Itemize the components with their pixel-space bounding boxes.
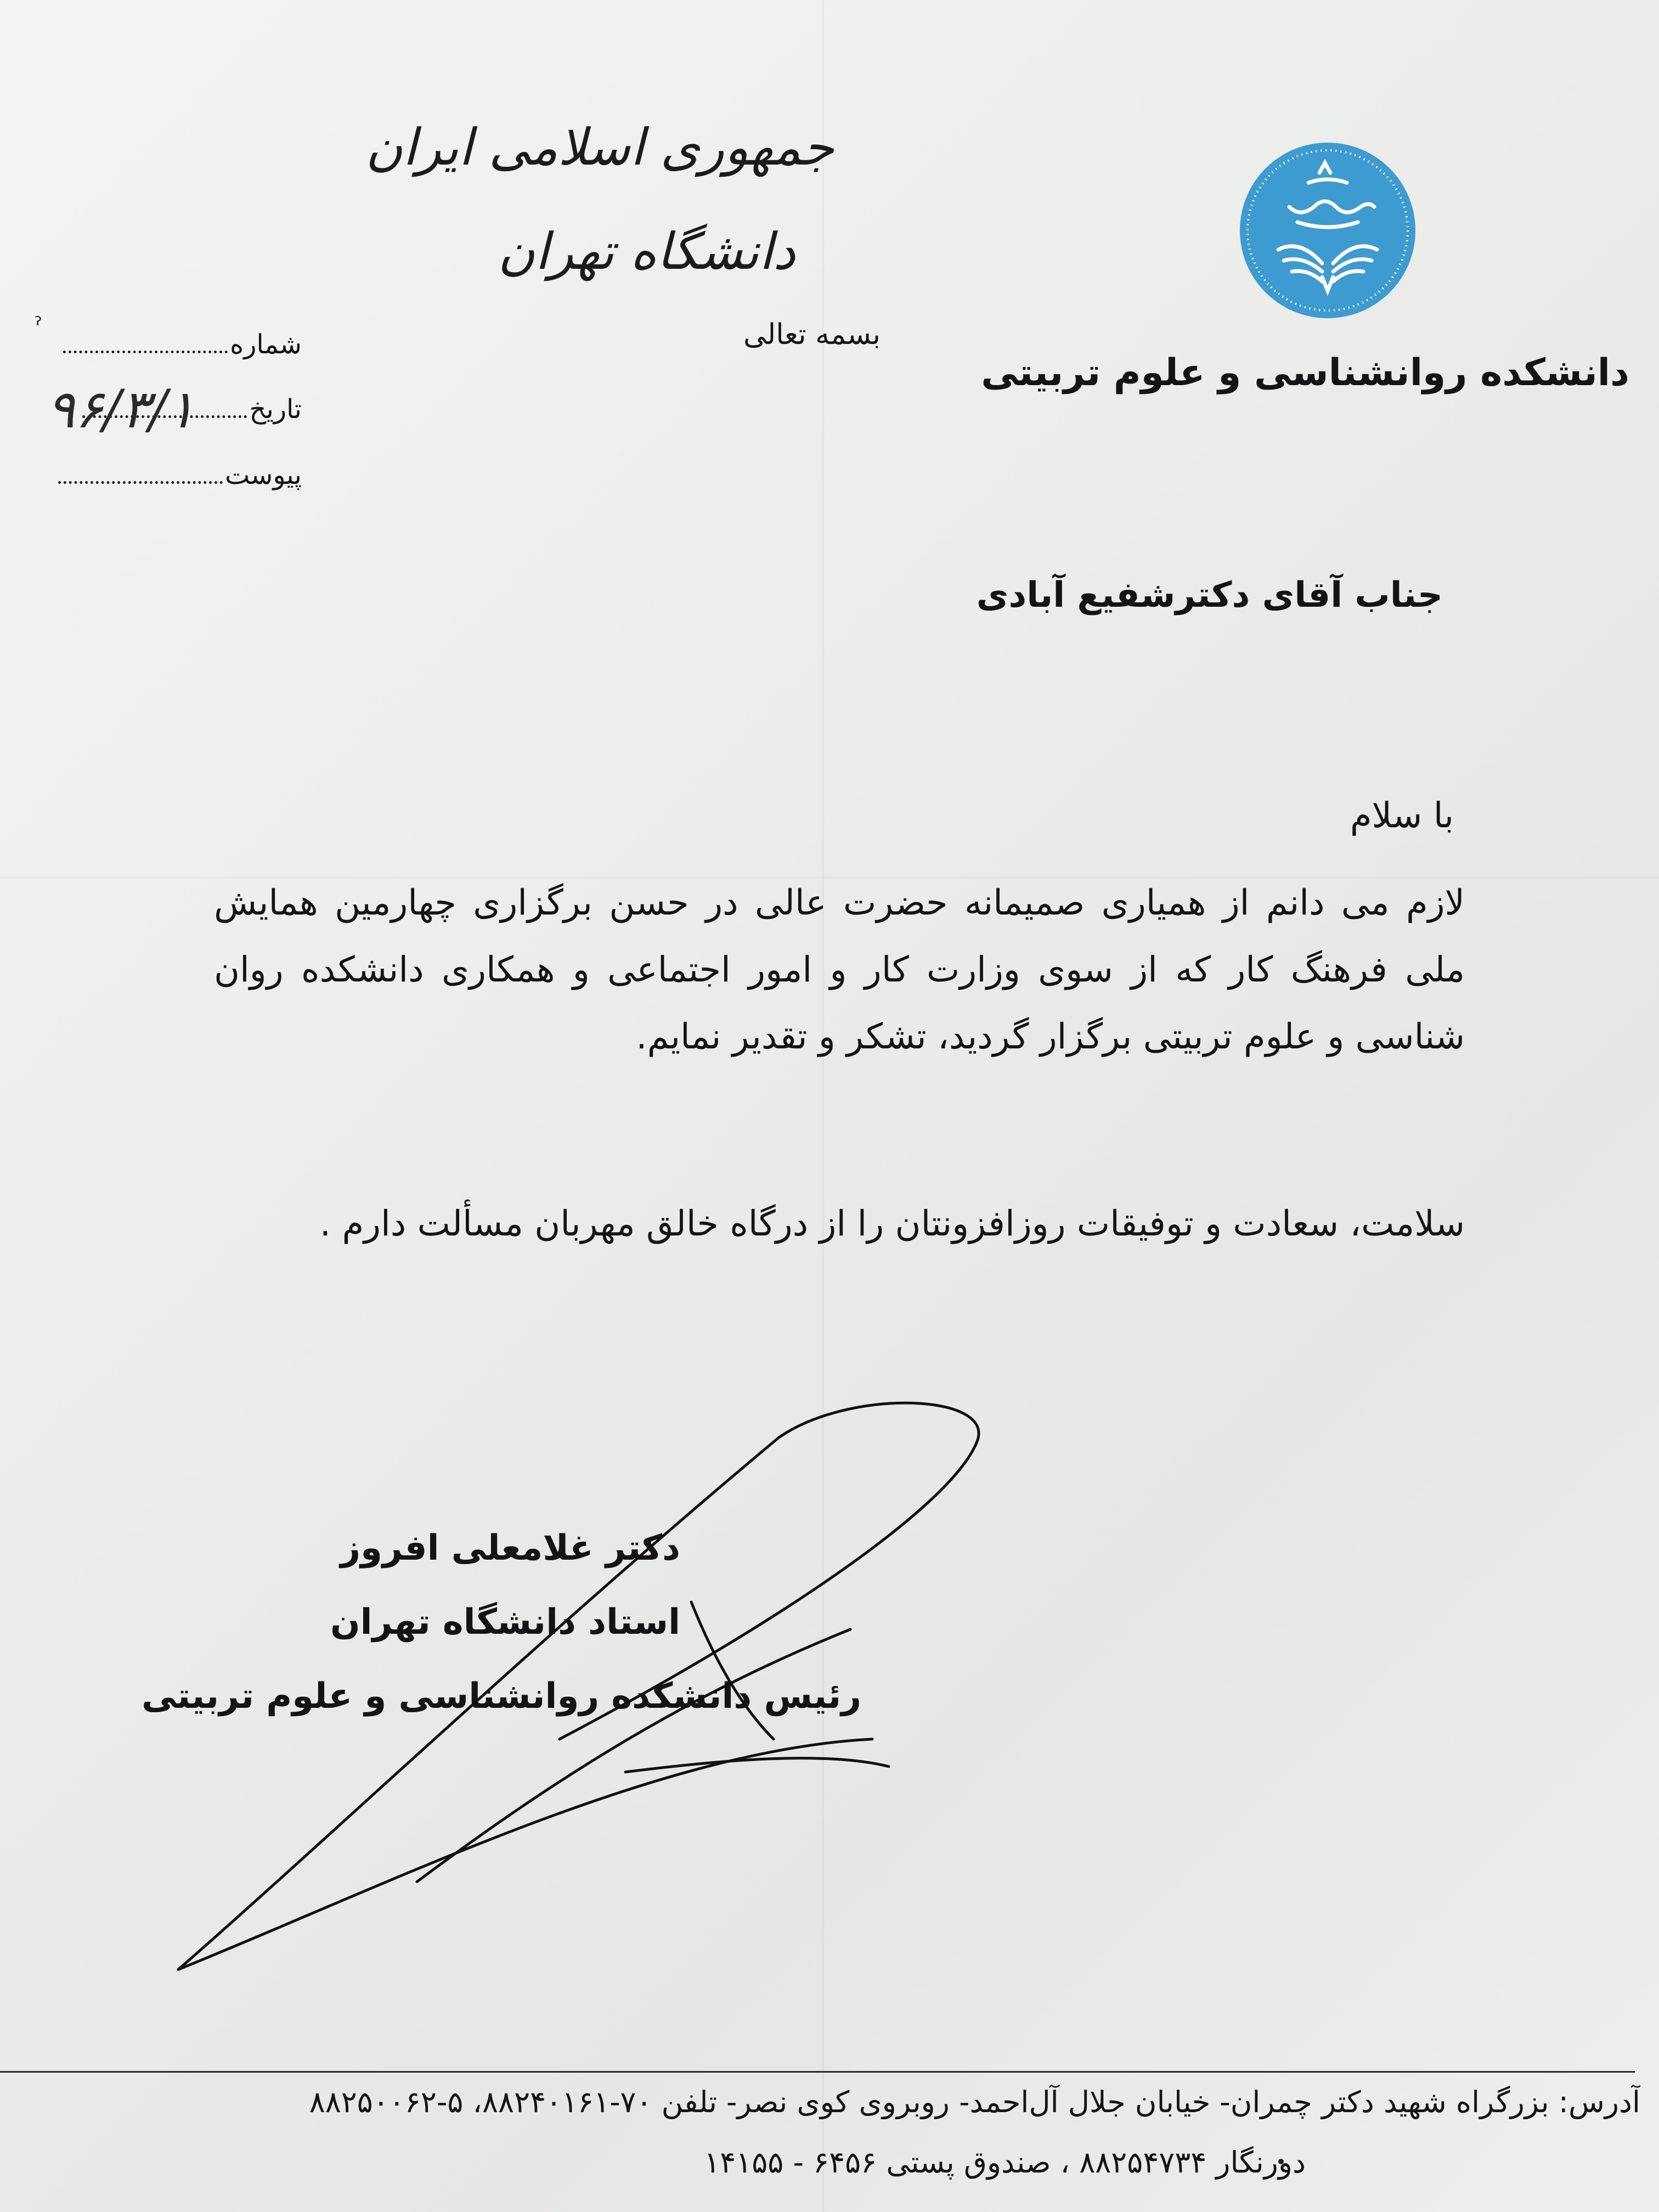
signatory-name: دکتر غلامعلی افروز xyxy=(340,1528,680,1568)
handwritten-date: ۹۶/۳/۱ xyxy=(47,379,195,440)
footer-address: آدرس: بزرگراه شهید دکتر چمران- خیابان جلال آل‌احمد- روبروی کوی نصر- تلفن ۷۰-۸۸۲۴۰۱۶۱، ۵-۸۸۲۵۰۰۶۲ xyxy=(309,2085,1640,2119)
reference-number-label: شماره xyxy=(230,329,302,360)
dotted-line xyxy=(63,351,228,353)
reference-date-label: تاریخ xyxy=(249,394,302,425)
footer-contact: دورنگار ۸۸۲۵۴۷۳۴ ، صندوق پستی ۶۴۵۶ - ۱۴۱۵۵ xyxy=(704,2145,1306,2180)
university-seal-icon xyxy=(1237,140,1418,321)
university-heading: دانشگاه تهران xyxy=(498,222,795,281)
footer-divider xyxy=(0,2071,1635,2073)
greeting: با سلام xyxy=(1350,795,1454,836)
bismillah-heading: بسمه تعالی xyxy=(743,318,881,351)
reference-number-field xyxy=(44,329,302,360)
corner-mark: ˀ xyxy=(34,313,42,338)
handwritten-signature xyxy=(142,1399,1015,2002)
faculty-heading: دانشکده روانشناسی و علوم تربیتی xyxy=(981,351,1629,394)
signatory-position: رئیس دانشکده روانشناسی و علوم تربیتی xyxy=(142,1676,861,1717)
recipient-line: جناب آقای دکترشفیع آبادی xyxy=(976,575,1443,616)
body-paragraph-1: لازم می دانم از همیاری صمیمانه حضرت عالی در حسن برگزاری چهارمین همایش ملی فرهنگ کار که از سوی وزارت کار و امور اجتماعی و همکاری دانشکده روان شناسی و علوم تربیتی برگزار گردید، تشکر و تقدیر نمایم. xyxy=(214,883,1465,1057)
reference-attachment-label: پیوست xyxy=(225,460,302,490)
dotted-line xyxy=(58,481,223,484)
signatory-title: استاد دانشگاه تهران xyxy=(330,1602,680,1643)
reference-attachment-field xyxy=(44,460,302,490)
body-paragraph-2: سلامت، سعادت و توفیقات روزافزونتان را از درگاه خالق مهربان مسألت دارم . xyxy=(319,1204,1465,1244)
country-heading: جمهوری اسلامی ایران xyxy=(365,118,834,177)
